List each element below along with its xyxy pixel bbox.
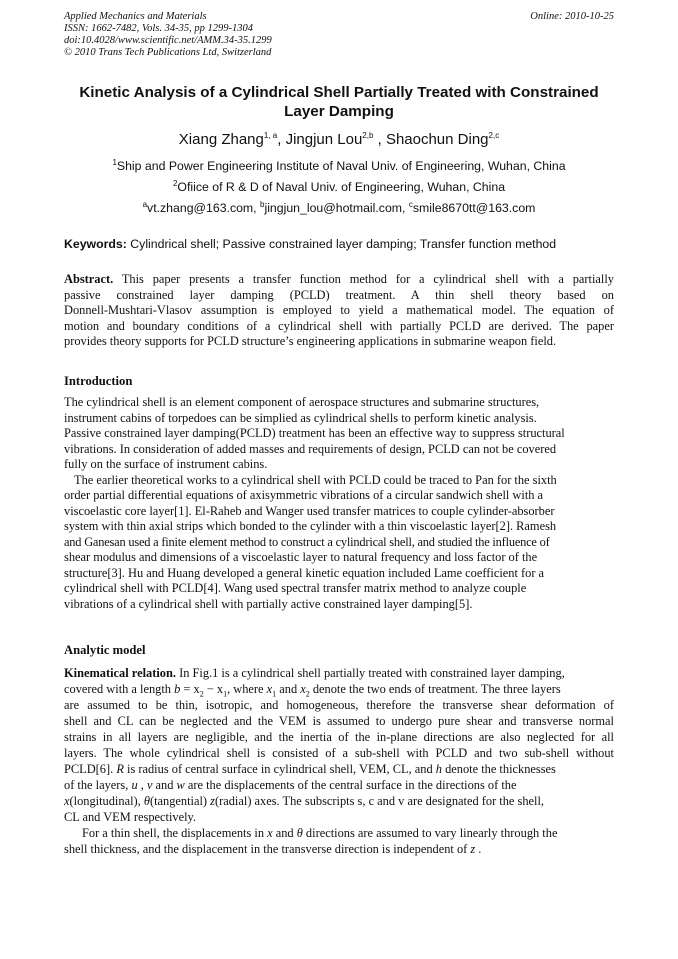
abstract: Abstract. This paper presents a transfer function method for a cylindrical shell with a partially passive constrained layer damping (PCLD) treatment. A thin shell theory based on Donnell-Mushtari-Vlasov assumption is employed to yield a mathematical model. The equation of motion and boundary conditions of a cylindrical shell with partially PCLD are derived. The paper provides theory supports for PCLD structure’s engineering applications in submarine weapon field. bbox=[64, 272, 614, 348]
online-date: Online: 2010-10-25 bbox=[530, 11, 614, 22]
keywords-label: Keywords: bbox=[64, 237, 127, 251]
analytic-model-body: Kinematical relation. In Fig.1 is a cylindrical shell partially treated with constrained layer damping, covered with a length $b = x_2 - x_1$, where $x_1$ and $x_2$ denote the two ends of treatment. The three layers are assumed to be thin, isotropic, and homogeneous, therefore the transverse shear deformation of shell and CL can be neglected and the VEM is assumed to undergo pure shear and transverse normal strains in all layers are negligible, and the inertia of the in-plane directions are also neglected for all layers. The whole cylindrical shell is consisted of a sub-shell with PCLD and two sub-shell without PCLD[6]. R is radius of central surface in cylindrical shell, VEM, CL, and h denote the thicknesses of the layers, u , v and w are the displacements of the central surface in the directions of the x(longitudinal), θ(tangential) z(radial) axes. The subscripts s, c and v are designated for the shell, CL and VEM respectively. For a thin shell, the displacements in x and θ directions are assumed to vary linearly through the shell thickness, and the displacement in the transverse direction is independent of z . bbox=[64, 666, 614, 856]
introduction-heading: Introduction bbox=[64, 374, 133, 388]
copyright-line: © 2010 Trans Tech Publications Ltd, Switzerland bbox=[64, 47, 272, 58]
keywords bbox=[64, 237, 556, 251]
issn-line: ISSN: 1662-7482, Vols. 34-35, pp 1299-1304 bbox=[64, 23, 253, 34]
author-list: Xiang Zhang$^{1, a}$, Jingjun Lou$^{2,b}$ , Shaochun Ding$^{2,c}$ bbox=[178, 131, 500, 148]
affiliation-1: $^1$Ship and Power Engineering Institute of Naval Univ. of Engineering, Wuhan, China bbox=[112, 157, 566, 173]
keywords-text: Cylindrical shell; Passive constrained layer damping; Transfer function method bbox=[126, 237, 557, 251]
introduction-body: The cylindrical shell is an element component of aerospace structures and submarine structures, instrument cabins of torpedoes can be simplied as cylindrical shells to perform kinetic analysis. Passive constrained layer damping(PCLD) treatment has been an effective way to suppress structural vibrations. In consideration of added masses and requirements of design, PCLD can not be covered fully on the surface of instrument cabins. The earlier theoretical works to a cylindrical shell with PCLD could be traced to Pan for the sixth order partial differential equations of axisymmetric vibrations of a circular sandwich shell with a viscoelastic core layer[1]. El-Raheb and Wanger used transfer matrices to couple cylinder-absorber system with thin axial strips which bonded to the cylinder with a thin viscoelastic layer[2]. Ramesh and Ganesan used a finite element method to construct a cylindrical shell, and studied the influence of shear modulus and dimensions of a viscoelastic layer to natural frequency and loss factor of the structure[3]. Hu and Huang developed a general kinetic equation included Lame coefficient for a cylindrical shell with PCLD[4]. Wang used spectral transfer matrix method to analyze couple vibrations of a cylindrical shell with partially active constrained layer damping[5]. bbox=[64, 395, 565, 611]
author-name: Shaochun Ding bbox=[385, 131, 489, 148]
journal-header bbox=[64, 11, 272, 59]
email-line: $^a$vt.zhang@163.com, $^b$jingjun_lou@hotmail.com, $^c$smile8670tt@163.com bbox=[142, 199, 536, 215]
author-name: Xiang Zhang bbox=[178, 131, 264, 148]
doi-line: doi:10.4028/www.scientific.net/AMM.34-35.1299 bbox=[64, 35, 272, 46]
abstract-label: Abstract. bbox=[64, 272, 114, 286]
author-name: Jingjun Lou bbox=[285, 131, 363, 148]
journal-name: Applied Mechanics and Materials bbox=[64, 11, 207, 22]
analytic-model-heading: Analytic model bbox=[64, 643, 146, 657]
affiliation-2: $^2$Ofiice of R & D of Naval Univ. of Engineering, Wuhan, China bbox=[172, 178, 506, 194]
kinematical-relation-label: Kinematical relation. bbox=[64, 666, 176, 680]
paper-title: Kinetic Analysis of a Cylindrical Shell Partially Treated with Constrained Layer Damping bbox=[79, 84, 599, 120]
